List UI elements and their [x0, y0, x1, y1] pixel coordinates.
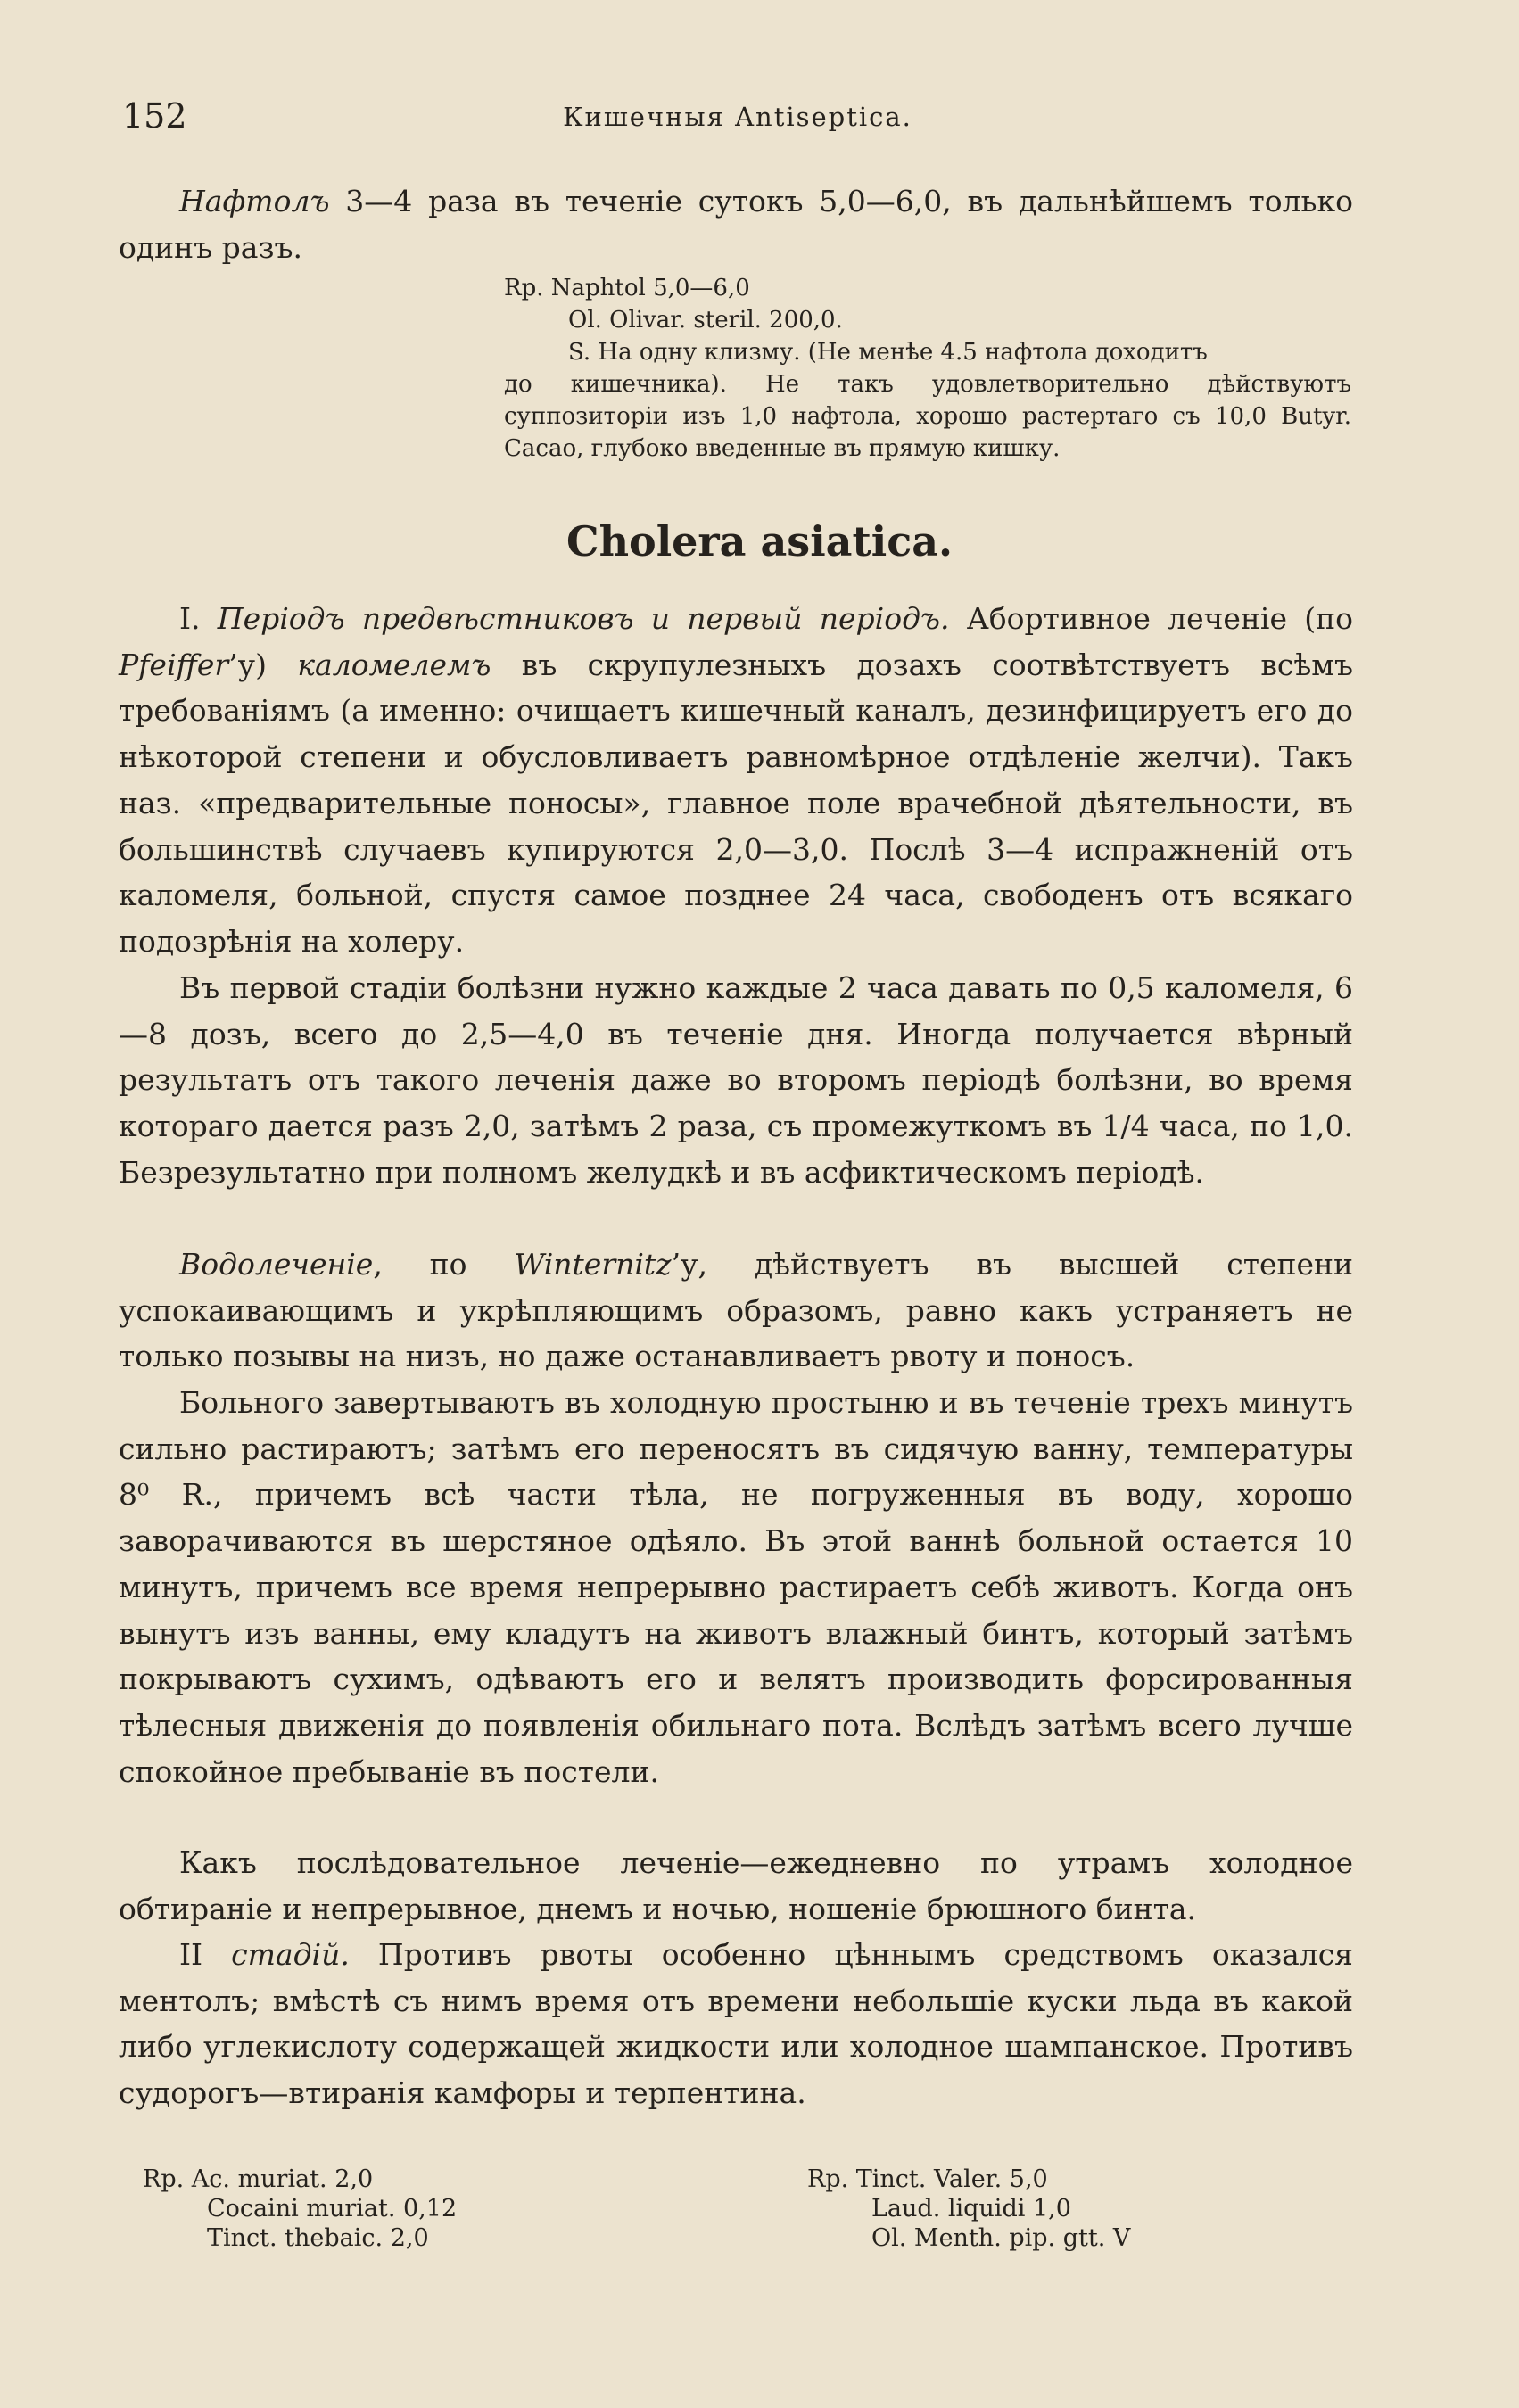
paragraph-stage-2 [119, 1932, 1353, 2116]
formula-right-line-2: Laud. liquidi 1,0 [871, 2195, 1071, 2222]
formula-left-line-1: Rp. Ac. muriat. 2,0 [143, 2165, 374, 2193]
p3-text-a: , по [373, 1247, 515, 1282]
p2-text-a: Въ первой стадіи болѣзни нужно каждые 2 часа давать по 0,5 каломеля, 6—8 дозъ, всего до 2,5—4,0 въ теченіе дня. Иногда получается вѣрный результатъ отъ такого леченія даже во второмъ періодѣ болѣзни, во время котораго дается разъ 2,0, затѣмъ 2 раза, съ промежуткомъ въ [119, 970, 1353, 1144]
p1-author: Pfeiffer [119, 647, 229, 682]
fraction: 1/4 [1102, 1109, 1150, 1144]
page-number: 152 [122, 96, 187, 136]
formula-left-line-2: Cocaini muriat. 0,12 [207, 2195, 458, 2222]
p1-calomel: каломелемъ [297, 647, 491, 682]
rx-line-2: Ol. Olivar. steril. 200,0. [568, 307, 843, 334]
naphtol-text: 3—4 раза въ теченіе сутокъ 5,0—6,0, въ дальнѣйшемъ только одинъ разъ. [119, 184, 1353, 265]
p6-term: стадій. [231, 1937, 350, 1972]
p1-text-a: Абортивное леченіе (по [949, 601, 1354, 636]
paragraph-wrapping: Больного завертываютъ въ холодную простыню и въ теченіе трехъ минутъ сильно растираютъ; затѣмъ его переносятъ въ сидячую ванну, температуры 8⁰ R., причемъ всѣ части тѣла, не погруженныя въ воду, хорошо заворачиваются въ шерстяное одѣяло. Въ этой ваннѣ больной остается 10 минутъ, причемъ все время непрерывно растираетъ себѣ животъ. Когда онъ вынутъ изъ ванны, ему кладутъ на животъ влажный бинтъ, который затѣмъ покрываютъ сухимъ, одѣваютъ его и велятъ производить форсированныя тѣлесныя движенія до появленія обильнаго пота. Вслѣдъ затѣмъ всего лучше спокойное пребываніе въ постели. [119, 1385, 1353, 1789]
paragraph-followup: Какъ послѣдовательное леченіе—ежедневно по утрамъ холодное обтираніе и непрерывное, днемъ и ночью, ношеніе брюшного бинта. [119, 1845, 1353, 1926]
formula-left [143, 2165, 457, 2253]
p6-text: Противъ рвоты особенно цѣннымъ средствомъ оказался ментолъ; вмѣстѣ съ нимъ время отъ времени небольшіе куски льда въ какой либо углекислоту содержащей жидкости или холодное шампанское. Противъ судорогъ—втиранія камфоры и терпентина. [119, 1937, 1354, 2111]
p1-text-b: ’у) [228, 647, 298, 682]
formula-right-line-3: Ol. Menth. pip. gtt. V [871, 2224, 1131, 2252]
formula-right [807, 2165, 1130, 2253]
p1-heading: Періодъ предвѣстниковъ и первый періодъ. [217, 601, 950, 636]
naphtol-paragraph [119, 178, 1353, 270]
p1-numeral: I. [179, 601, 218, 636]
rx-line-1: Rp. Naphtol 5,0—6,0 [504, 275, 750, 301]
p1-text-c: въ скрупулезныхъ дозахъ соотвѣтствуетъ всѣмъ требованіямъ (а именно: очищаетъ кишечный каналъ, дезинфицируетъ его до нѣкоторой степени и обусловливаетъ равномѣрное отдѣленіе желчи). Такъ наз. «предварительные поносы», главное поле врачебной дѣятельности, въ большинствѣ случаевъ купируются 2,0—3,0. Послѣ 3—4 испражненій отъ каломеля, больной, спустя самое позднее 24 часа, свободенъ отъ всякаго подозрѣнія на холеру. [119, 647, 1353, 959]
p3-author: Winternitz [514, 1247, 672, 1282]
p3-text-b: ’у, дѣйствуетъ въ высшей степени успокаивающимъ и укрѣпляющимъ образомъ, равно какъ устраняетъ не только позывы на низъ, но даже останавливаетъ рвоту и поносъ. [119, 1247, 1353, 1374]
naphtol-prescription [504, 272, 1351, 465]
running-title: Кишечныя Antiseptica. [563, 102, 912, 132]
p6-numeral: II [179, 1937, 232, 1972]
rx-note: до кишечника). Не такъ удовлетворительно дѣйствуютъ суппозиторіи изъ 1,0 нафтола, хорошо растертаго съ 10,0 Butyr. Cacao, глубоко введенные въ прямую кишку. [504, 371, 1351, 462]
paragraph-hydrotherapy [119, 1241, 1353, 1380]
p3-term: Водолеченіе [179, 1247, 374, 1282]
page-header [122, 96, 1353, 141]
formula-left-line-3: Tinct. thebaic. 2,0 [207, 2224, 429, 2252]
rx-line-3: S. На одну клизму. (Не менѣе 4.5 нафтола доходитъ [568, 339, 1208, 366]
section-title: Cholera asiatica. [565, 517, 954, 565]
paragraph-stage-1 [119, 965, 1353, 1196]
formula-right-line-1: Rp. Tinct. Valer. 5,0 [807, 2165, 1048, 2193]
p2-text-b: часа, по 1,0. Безрезультатно при полномъ желудкѣ и въ асфиктическомъ періодѣ. [119, 1109, 1354, 1190]
naphtol-term: Нафтолъ [179, 184, 330, 219]
paragraph-period-1 [119, 596, 1353, 965]
